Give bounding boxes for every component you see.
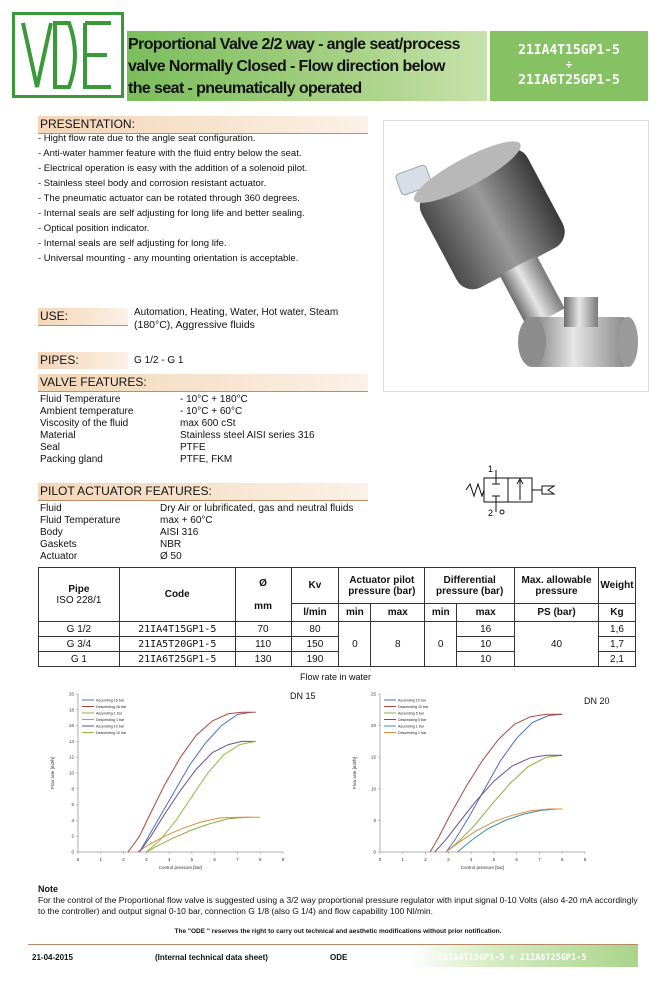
feature-label: Material [40,430,76,441]
cell-diff-max: 10 [457,637,515,652]
y-tick-label: 0 [373,849,376,855]
series-line [457,809,557,852]
chart-dn20-title: DN 20 [584,696,610,706]
legend-entry: Ascending 16 bar [96,698,124,703]
legend-entry: Descending 10 bar [96,731,127,735]
header-weight-unit: Kg [598,604,635,622]
legend-entry: Ascending 1 bar [398,724,424,729]
header-min: min [425,604,457,622]
cell-weight: 1,6 [598,622,635,637]
feature-value: max 600 cSt [180,418,236,429]
legend-entry: Ascending 5 bar [398,711,424,716]
footer-sheet: (Internal technical data sheet) [155,953,268,962]
pipes-value: G 1/2 - G 1 [134,355,184,366]
footer-date: 21-04-2015 [32,953,73,962]
series-line [140,741,256,852]
pilot-label: Actuator [40,551,78,562]
cell-pipe: G 3/4 [39,637,120,652]
pilot-value: AISI 316 [160,527,199,538]
cell-ps: 40 [515,622,599,667]
feature-label: Viscosity of the fluid [40,418,129,429]
x-tick-label: 3 [447,857,450,862]
x-tick-label: 5 [492,857,496,862]
legend-entry: Descending 5 bar [398,718,427,722]
header-actuator-pressure: Actuator pilot pressure (bar) [339,568,425,604]
pilot-features-heading: PILOT ACTUATOR FEATURES: [38,483,368,500]
x-tick-label: 8 [258,857,262,862]
use-line-2: (180°C), Aggressive fluids [134,319,255,331]
cell-kv: 80 [291,622,339,637]
cell-pipe: G 1 [39,652,120,667]
y-tick-label: 25 [370,691,376,697]
series-line [435,755,563,852]
pilot-label: Gaskets [40,539,77,550]
title-line-2: valve Normally Closed - Flow direction below [128,58,445,75]
list-item: - Internal seals are self adjusting for long life and better sealing. [38,208,305,219]
cell-kv: 150 [291,637,339,652]
header-diameter: Ø mm [235,568,291,622]
x-tick-label: 4 [469,857,473,862]
title-line-1: Proportional Valve 2/2 way - angle seat/process [128,36,460,53]
table-caption: Flow rate in water [300,672,372,682]
x-tick-label: 4 [167,857,171,862]
port-2-label: 2 [488,508,494,518]
y-tick-label: 20 [370,723,376,729]
series-line [140,712,252,852]
divider [38,500,368,501]
note-text: For the control of the Proportional flow valve is suggested using a 3/2 way proportional pressure regulator with input signal 0-10 Volts (also 4-20 mA accordingly to the controller) and output signal 0-10 bar, connection G 1/8 (also G 1/4) and flow capability 100 Nl/min. [38,895,638,916]
y-tick-label: 2 [71,833,74,839]
header-min: min [339,604,371,622]
series-line [137,817,251,852]
series-line [446,809,562,852]
series-line [446,755,562,852]
note-title: Note [38,884,58,894]
feature-label: Ambient temperature [40,406,134,417]
cell-diff-max: 10 [457,652,515,667]
product-photo [383,120,649,392]
header-max: max [371,604,425,622]
cell-diff-min: 0 [425,622,457,667]
divider [38,391,368,392]
x-tick-label: 1 [99,857,103,862]
pipes-heading: PIPES: [38,352,128,369]
footer [28,945,638,967]
feature-value: - 10°C + 180°C [180,394,248,405]
header-differential-pressure: Differential pressure (bar) [425,568,515,604]
cell-code: 21IA4T15GP1-5 [119,622,235,637]
x-tick-label: 9 [281,857,285,862]
x-tick-label: 9 [583,857,587,862]
header-code: Code [119,568,235,622]
y-tick-label: 8 [71,786,74,792]
cell-act-min: 0 [339,622,371,667]
header-weight: Weight [598,568,635,604]
ode-logo [12,12,124,98]
list-item: - The pneumatic actuator can be rotated through 360 degrees. [38,193,300,204]
use-line-1: Automation, Heating, Water, Hot water, Steam [134,307,339,318]
x-tick-label: 0 [76,857,80,862]
feature-value: - 10°C + 60°C [180,406,243,417]
series-line [128,712,256,852]
cell-act-max: 8 [371,622,425,667]
chart-dn15 [38,686,300,876]
legend-entry: Ascending 1 bar [96,711,122,716]
x-tick-label: 2 [424,857,427,862]
y-tick-label: 20 [68,691,74,697]
y-tick-label: 0 [71,849,74,855]
pilot-label: Body [40,527,63,538]
cell-diameter: 130 [235,652,291,667]
cell-diameter: 70 [235,622,291,637]
feature-label: Packing gland [40,454,103,465]
header-max: max [457,604,515,622]
chart-dn15-title: DN 15 [290,691,316,701]
legend-entry: Descending 10 bar [398,705,429,709]
header-max-pressure: Max. allowable pressure [515,568,599,604]
y-tick-label: 6 [71,802,74,808]
footer-codes: 21IA4T15GP1-5 ÷ 21IA6T25GP1-5 [438,953,587,963]
code-separator: ÷ [565,58,573,71]
series-line [446,714,562,852]
y-tick-label: 10 [68,770,74,776]
list-item: - Anti-water hammer feature with the fluid entry below the seat. [38,148,302,159]
page-title [128,34,488,100]
feature-label: Seal [40,442,61,453]
y-tick-label: 4 [71,817,74,823]
valve-symbol-icon [462,460,562,520]
list-item: - Optical position indicator. [38,223,150,234]
list-item: - Electrical operation is easy with the addition of a solenoid pilot. [38,163,308,174]
x-tick-label: 7 [236,857,239,862]
y-tick-label: 10 [370,786,376,792]
header-ps-unit: PS (bar) [515,604,599,622]
x-tick-label: 0 [378,857,382,862]
cell-weight: 1,7 [598,637,635,652]
y-tick-label: 12 [68,754,74,760]
y-tick-label: 18 [68,707,74,713]
footer-brand: ODE [330,953,348,962]
series-line [146,817,260,852]
x-tick-label: 3 [145,857,148,862]
y-tick-label: 14 [68,738,74,744]
x-axis-label: Control pressure [bar] [460,865,505,870]
x-tick-label: 7 [538,857,541,862]
pilot-value: max + 60°C [160,515,213,526]
legend-entry: Descending 1 bar [398,731,427,735]
legend-entry: Descending 1 bar [96,718,125,722]
cell-kv: 190 [291,652,339,667]
y-axis-label: Flow rate [m3/h] [352,756,357,790]
pilot-value: NBR [160,539,182,550]
pilot-label: Fluid Temperature [40,515,121,526]
legend-entry: Ascending 10 bar [398,698,426,703]
legend-entry: Descending 16 bar [96,705,127,709]
code-from: 21IA4T15GP1-5 [518,43,620,58]
valve-features-heading: VALVE FEATURES: [38,374,368,391]
presentation-heading: PRESENTATION: [38,116,368,133]
cell-weight: 2,1 [598,652,635,667]
divider [38,325,128,326]
header-kv-unit: l/min [291,604,339,622]
legend-entry: Ascending 10 bar [96,724,124,729]
x-tick-label: 6 [213,857,216,862]
title-line-3: the seat - pneumatically operated [128,80,362,97]
x-tick-label: 8 [560,857,564,862]
list-item: - Universal mounting - any mounting orientation is acceptable. [38,253,299,264]
x-tick-label: 2 [122,857,125,862]
list-item: - Internal seals are self adjusting for long life. [38,238,227,249]
y-tick-label: 15 [370,754,376,760]
list-item: - Stainless steel body and corrosion resistant actuator. [38,178,267,189]
cell-code: 21IA6T25GP1-5 [119,652,235,667]
y-axis-label: Flow rate [m3/h] [50,756,55,790]
cell-code: 21IA5T20GP1-5 [119,637,235,652]
feature-value: PTFE [180,442,206,453]
cell-diff-max: 16 [457,622,515,637]
cell-diameter: 110 [235,637,291,652]
chart-dn20 [340,686,602,876]
y-tick-label: 16 [68,723,74,729]
header-pipe: Pipe ISO 228/1 [39,568,120,622]
feature-value: Stainless steel AISI series 316 [180,430,315,441]
series-line [430,714,562,852]
code-range-box [490,31,648,101]
spec-table [38,567,636,667]
feature-value: PTFE, FKM [180,454,233,465]
port-1-label: 1 [488,464,494,474]
ode-disclaimer: The "ODE " reserves the right to carry out technical and aesthetic modifications without prior notification. [174,928,502,935]
x-axis-label: Control pressure [bar] [158,865,203,870]
series-line [146,741,255,852]
list-item: - Hight flow rate due to the angle seat configuration. [38,133,256,144]
pilot-value: Ø 50 [160,551,182,562]
code-to: 21IA6T25GP1-5 [518,73,620,88]
x-tick-label: 5 [190,857,194,862]
x-tick-label: 1 [401,857,405,862]
pilot-value: Dry Air or lubrificated, gas and neutral fluids [160,503,354,514]
y-tick-label: 5 [373,817,376,823]
table-row [39,622,636,637]
feature-label: Fluid Temperature [40,394,121,405]
x-tick-label: 6 [515,857,518,862]
header-kv: Kv [291,568,339,604]
cell-pipe: G 1/2 [39,622,120,637]
pilot-label: Fluid [40,503,62,514]
use-heading: USE: [38,308,128,325]
